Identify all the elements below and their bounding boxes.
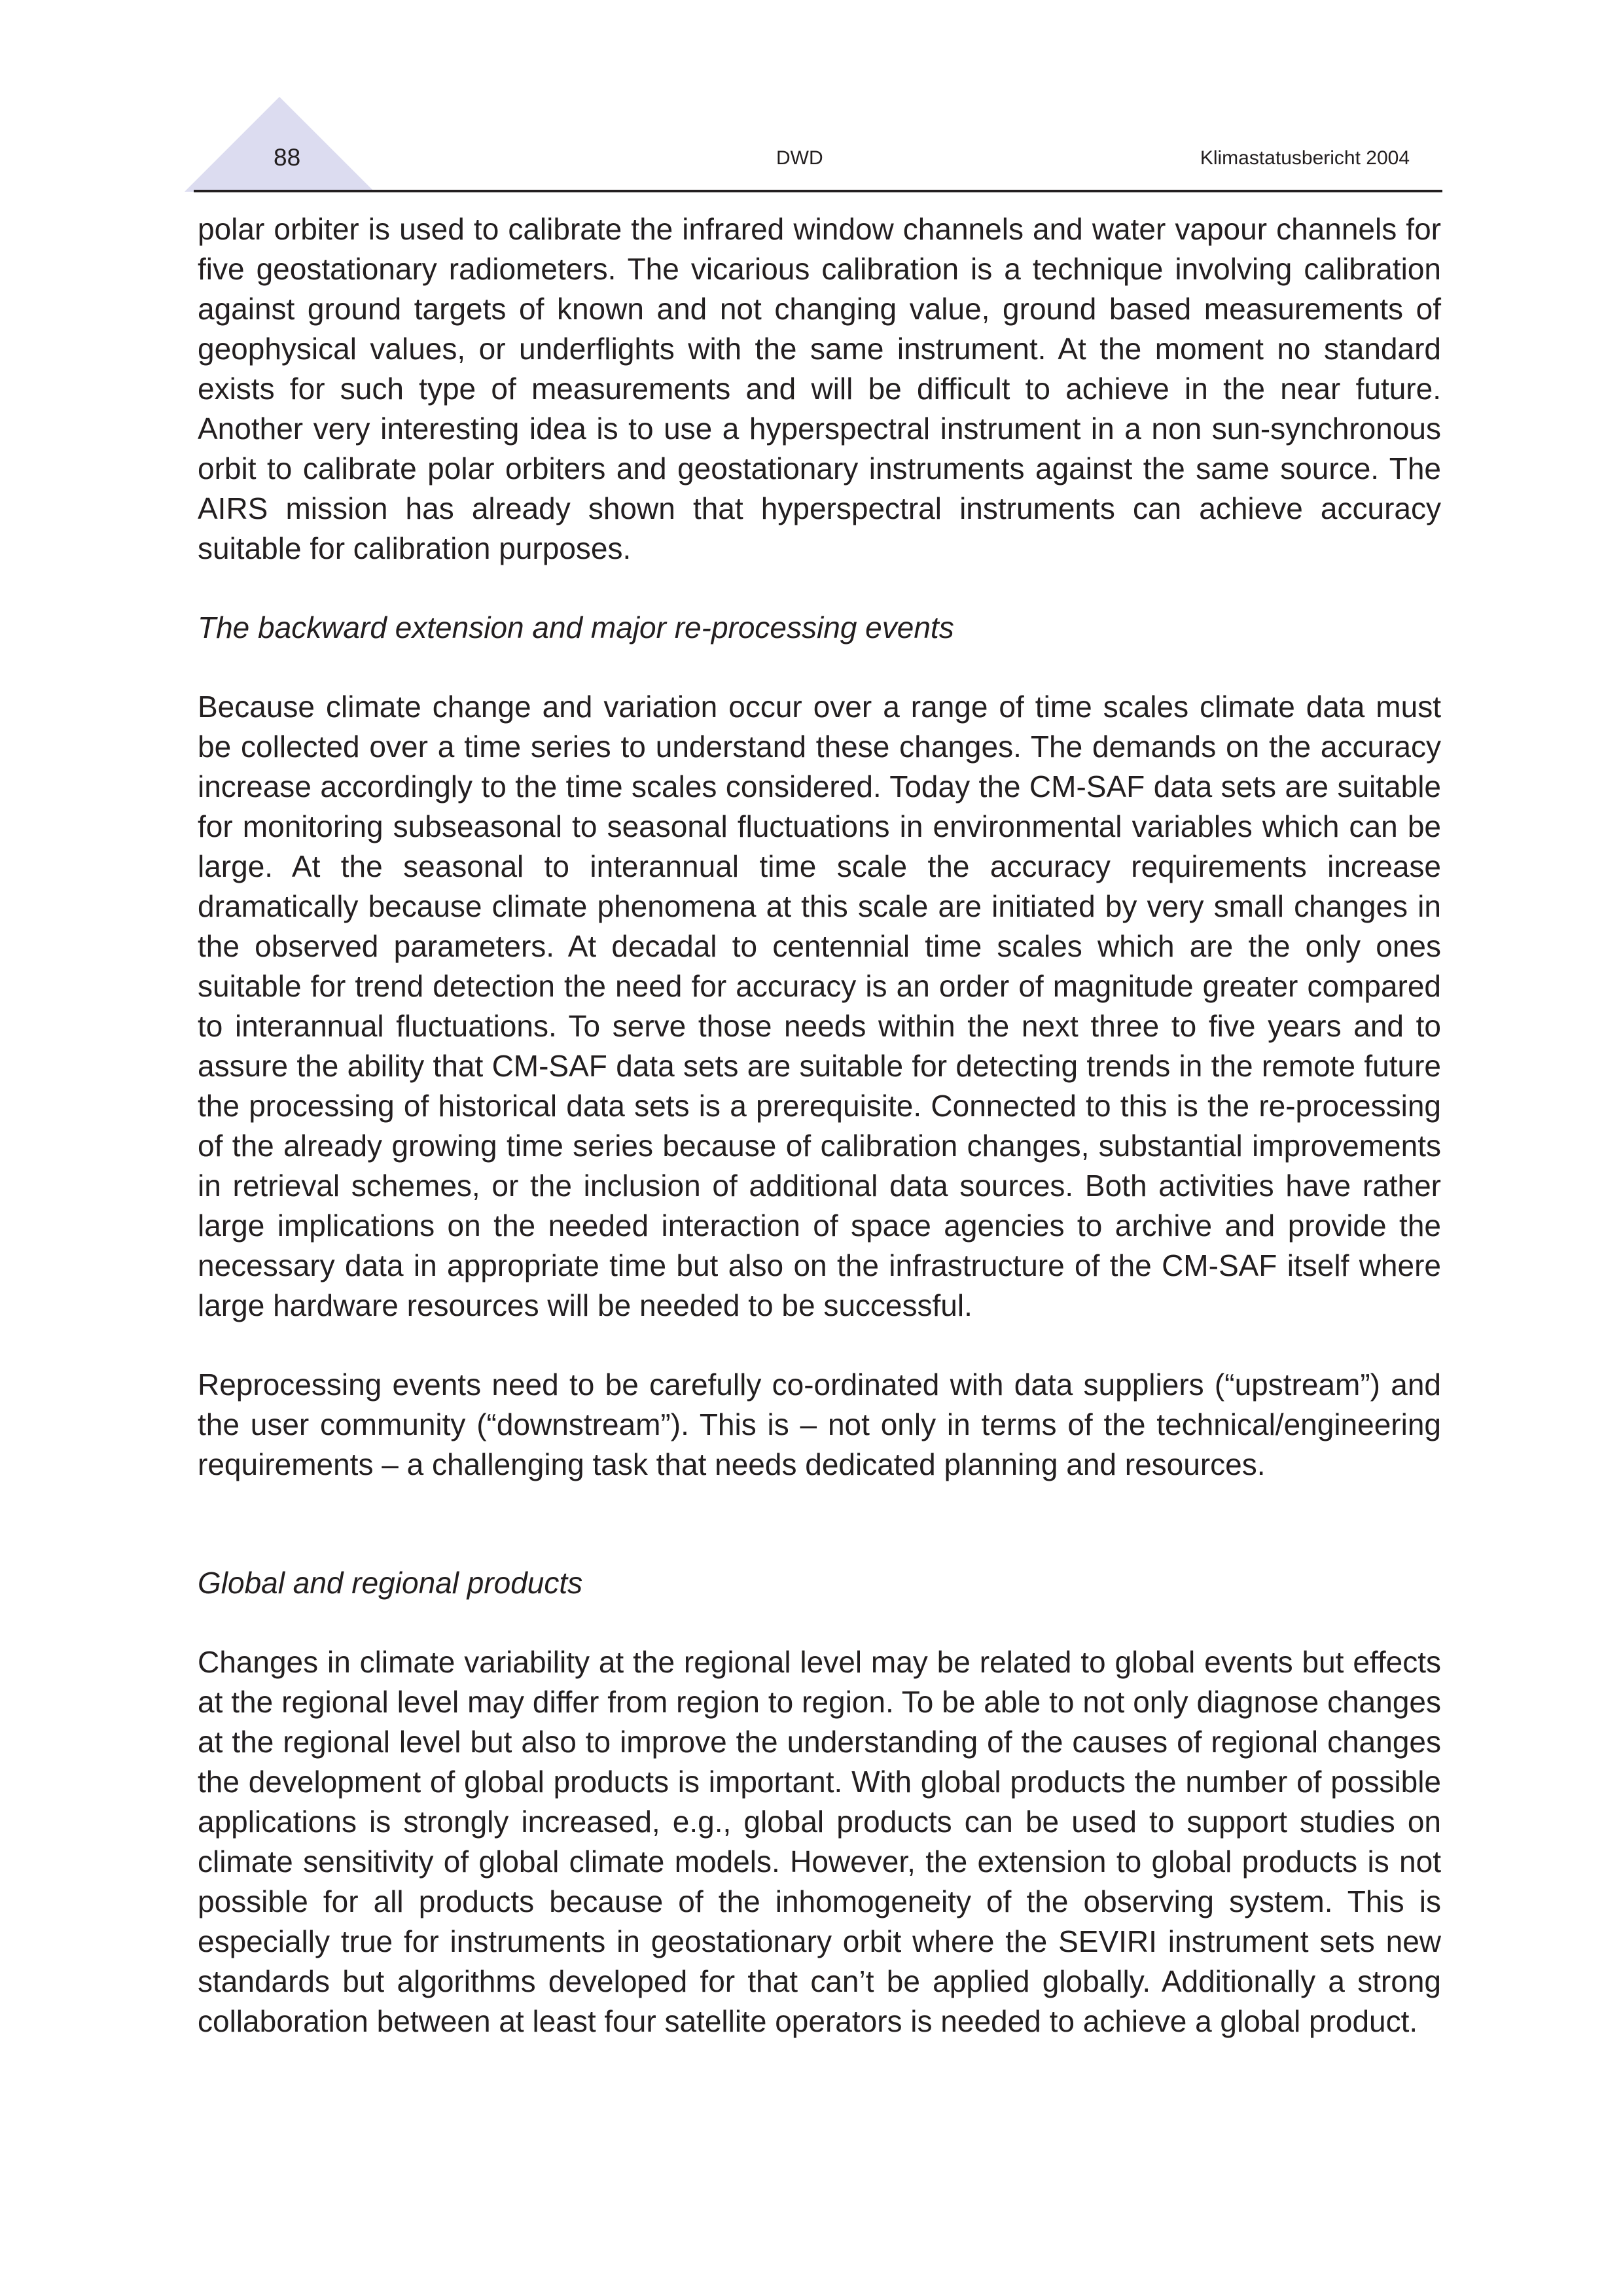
page-number: 88 — [274, 144, 301, 171]
header-publisher: DWD — [776, 147, 823, 169]
paragraph-time-scales: Because climate change and variation occur over a range of time scales climate data must be collected over a time series to understand these changes. The demands on the accuracy increase accordingly to the time scales considered. Today the CM-SAF data sets are suitable for monitoring subseasonal to seasonal fluctuations in environmental variables which can be large. At the seasonal to interannual time scale the accuracy requirements increase dramatically because climate phenomena at this scale are initiated by very small changes in the observed parameters. At decadal to centennial time scales which are the only ones suitable for trend detection the need for accuracy is an order of magnitude greater compared to interannual fluctuations. To serve those needs within the next three to five years and to assure the ability that CM-SAF data sets are suitable for detecting trends in the remote future the processing of historical data sets is a prerequisite. Connected to this is the re-processing of the already growing time series because of calibration changes, substantial improvements in retrieval schemes, or the inclusion of additional data sources. Both activities have rather large implications on the needed interaction of space agencies to archive and provide the necessary data in appropriate time but also on the infrastructure of the CM-SAF itself where large hardware resources will be needed to be successful. — [198, 690, 1441, 1322]
header-divider — [194, 190, 1442, 192]
section-heading-global-regional: Global and regional products — [198, 1566, 583, 1600]
paragraph-calibration: polar orbiter is used to calibrate the infrared window channels and water vapour channels for five geostationary radiometers. The vicarious calibration is a technique involving calibration against ground targets of known and not changing value, ground based measurements of geophysical values, or underflights with the same instrument. At the moment no standard exists for such type of measurements and will be difficult to achieve in the near future. Another very interesting idea is to use a hyperspectral instrument in a non sun-synchronous orbit to calibrate polar orbiters and geostationary instruments against the same source. The AIRS mission has already shown that hyperspectral instruments can achieve accuracy suitable for calibration purposes. — [198, 212, 1441, 565]
paragraph-global-products: Changes in climate variability at the regional level may be related to global events but effects at the regional level may differ from region to region. To be able to not only diagnose changes at the regional level but also to improve the understanding of the causes of regional changes the development of global products is important. With global products the number of possible applications is strongly increased, e.g., global products can be used to support studies on climate sensitivity of global climate models. However, the extension to global products is not possible for all products because of the inhomogeneity of the observing system. This is especially true for instruments in geostationary orbit where the SEVIRI instrument sets new standards but algorithms developed for that can’t be applied globally. Additionally a strong collaboration between at least four satellite operators is needed to achieve a global product. — [198, 1645, 1441, 2038]
header-report-title: Klimastatusbericht 2004 — [1200, 147, 1410, 169]
body-text — [198, 209, 1441, 2041]
section-heading-backward-extension: The backward extension and major re-processing events — [198, 610, 954, 645]
paragraph-reprocessing: Reprocessing events need to be carefully co-ordinated with data suppliers (“upstream”) and the user community (“downstream”). This is – not only in terms of the technical/engineering requirements – a challenging task that needs dedicated planning and resources. — [198, 1368, 1441, 1481]
